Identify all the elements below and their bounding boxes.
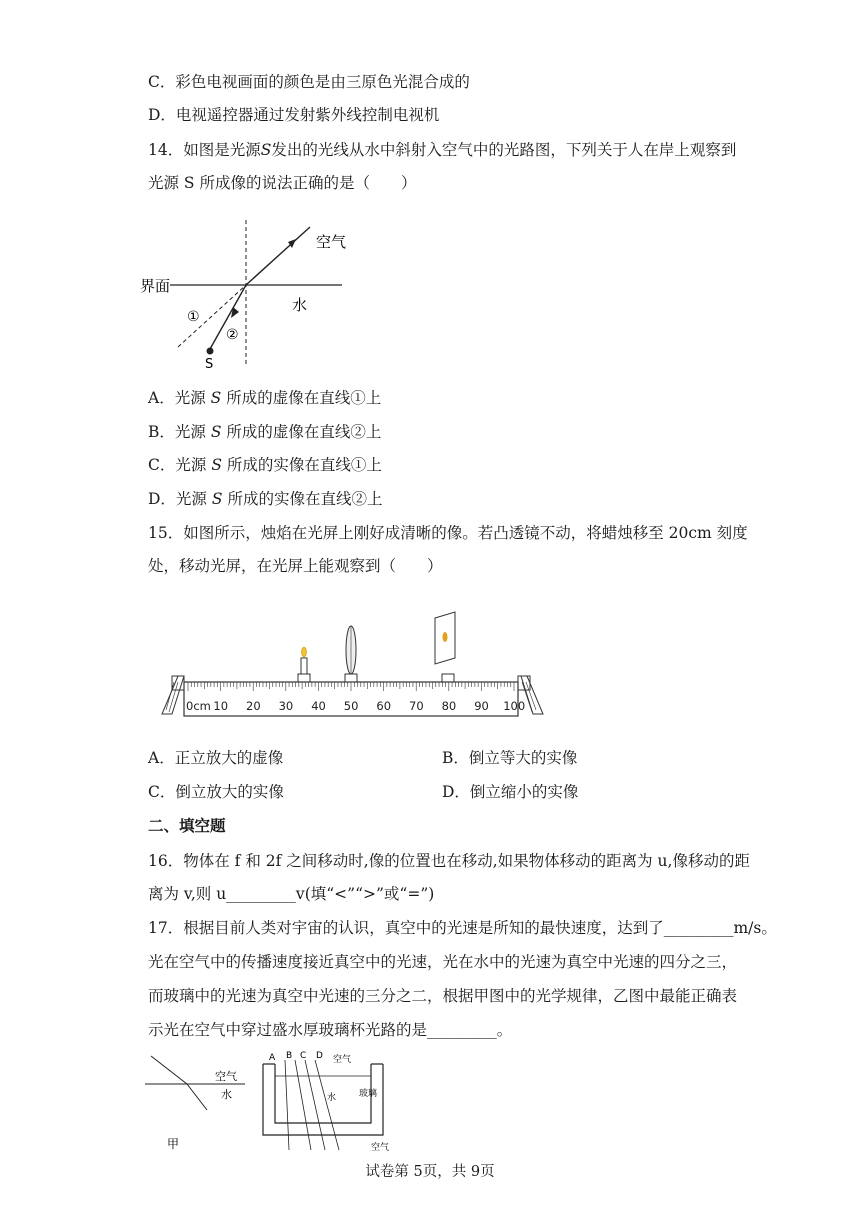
scale-label: 100 xyxy=(503,699,526,713)
ray-in-air xyxy=(151,1056,187,1084)
scale-label: 10 xyxy=(213,699,229,713)
q15-optical-bench-figure xyxy=(158,610,553,720)
q17-figure-jia xyxy=(145,1052,250,1152)
label-water: 水 xyxy=(221,1088,232,1101)
q17-line1: 17．根据目前人类对宇宙的认识，真空中的光速是所知的最快速度，达到了_________m/s。 xyxy=(148,919,777,937)
cup-outer-wall xyxy=(263,1064,383,1135)
q16-line2: 离为 v,则 u_________v(填“<”“>”或“=”) xyxy=(148,885,435,903)
candle-body xyxy=(301,658,307,674)
label-air: 空气 xyxy=(215,1070,237,1083)
q14-option-a: A．光源 S 所成的虚像在直线①上 xyxy=(148,389,382,407)
ray-b xyxy=(295,1060,311,1150)
ray-d xyxy=(315,1060,339,1150)
q15-option-c: C．倒立放大的实像 xyxy=(148,783,284,801)
q17-figure-yi xyxy=(255,1050,395,1155)
label-glass: 玻璃 xyxy=(359,1089,378,1099)
label-source: S xyxy=(205,357,214,372)
q13-option-c: C．彩色电视画面的颜色是由三原色光混合成的 xyxy=(148,73,470,91)
candle-flame xyxy=(302,647,307,657)
q15-option-a: A．正立放大的虚像 xyxy=(148,749,284,767)
scale-label: 20 xyxy=(246,699,261,713)
label-c: C xyxy=(300,1051,307,1061)
q14-stem-line1: 14．如图是光源S发出的光线从水中斜射入空气中的光路图，下列关于人在岸上观察到 xyxy=(148,141,737,159)
q15-stem-line2: 处，移动光屏，在光屏上能观察到（ ） xyxy=(148,557,443,575)
scale-label: 90 xyxy=(474,699,489,713)
q17-line2: 光在空气中的传播速度接近真空中的光速，光在水中的光速为真空中光速的四分之三， xyxy=(148,953,738,971)
q17-line4: 示光在空气中穿过盛水厚玻璃杯光路的是_________。 xyxy=(148,1021,513,1039)
q13-option-d: D．电视遥控器通过发射紫外线控制电视机 xyxy=(148,106,440,124)
scale-label: 80 xyxy=(441,699,457,713)
q14-option-d: D．光源 S 所成的实像在直线②上 xyxy=(148,490,383,508)
screen-holder xyxy=(442,674,454,682)
bench-left-leg xyxy=(162,676,184,714)
q15-stem-line1: 15．如图所示，烛焰在光屏上刚好成清晰的像。若凸透镜不动，将蜡烛移至 20cm 刻度 xyxy=(148,524,748,542)
q17-line3: 而玻璃中的光速为真空中光速的三分之二，根据甲图中的光学规律，乙图中最能正确表 xyxy=(148,987,738,1005)
label-line-2: ② xyxy=(226,327,239,343)
cup-inner-wall xyxy=(275,1064,371,1123)
screen-image xyxy=(443,632,448,642)
scale-label: 0cm xyxy=(186,699,211,713)
scale-label: 50 xyxy=(343,699,359,713)
ray-c xyxy=(305,1060,325,1150)
label-d: D xyxy=(316,1051,323,1061)
caption-jia: 甲 xyxy=(167,1137,180,1151)
page-footer: 试卷第 5页，共 9页 xyxy=(365,1164,495,1180)
scale-label: 60 xyxy=(376,699,392,713)
label-air: 空气 xyxy=(316,233,347,251)
q14-option-c: C．光源 S 所成的实像在直线①上 xyxy=(148,456,382,474)
q15-option-b: B．倒立等大的实像 xyxy=(442,749,578,767)
q16-line1: 16．物体在 f 和 2f 之间移动时,像的位置也在移动,如果物体移动的距离为 u,像移动的距 xyxy=(148,852,750,870)
section-title: 二、填空题 xyxy=(148,816,226,835)
light-source-dot xyxy=(207,348,214,355)
refracted-ray xyxy=(246,227,310,285)
scale-label: 30 xyxy=(278,699,294,713)
label-interface: 界面 xyxy=(140,277,171,295)
candle-holder xyxy=(298,674,310,682)
scale-label: 70 xyxy=(409,699,424,713)
label-air-top: 空气 xyxy=(333,1055,352,1065)
ray-a xyxy=(285,1060,289,1150)
label-a: A xyxy=(269,1053,276,1063)
scale-label: 40 xyxy=(311,699,326,713)
label-water: 水 xyxy=(292,296,308,314)
label-air-bottom: 空气 xyxy=(371,1143,390,1153)
ray-in-water xyxy=(187,1084,207,1110)
q14-refraction-figure xyxy=(140,215,370,375)
q15-option-d: D．倒立缩小的实像 xyxy=(442,783,579,801)
q14-option-b: B．光源 S 所成的虚像在直线②上 xyxy=(148,423,382,441)
lens-holder xyxy=(345,674,357,682)
label-water: 水 xyxy=(327,1093,337,1103)
label-line-1: ① xyxy=(187,309,200,325)
q14-stem-line2: 光源 S 所成像的说法正确的是（ ） xyxy=(148,174,417,192)
label-b: B xyxy=(286,1051,293,1061)
